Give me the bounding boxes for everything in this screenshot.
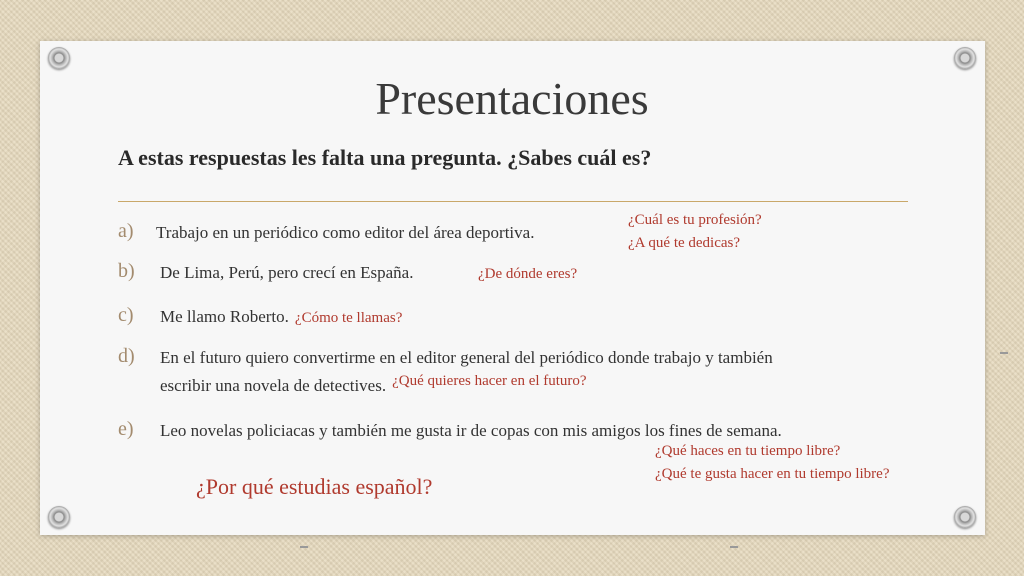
item-letter: d) <box>118 345 135 367</box>
suggested-question: ¿De dónde eres? <box>478 266 578 282</box>
item-answer-line1: En el futuro quiero convertirme en el editor general del periódico donde trabajo y también <box>160 348 773 367</box>
slide-title: Presentaciones <box>375 73 649 124</box>
item-answer-text: Me llamo Roberto. <box>160 307 289 326</box>
closing-question: ¿Por qué estudias español? <box>196 474 433 499</box>
suggested-question: ¿Cómo te llamas? <box>294 310 403 326</box>
suggested-question: ¿Cuál es tu profesión? <box>628 212 762 228</box>
suggested-question: ¿Qué haces en tu tiempo libre? <box>655 443 841 459</box>
item-letter: a) <box>118 220 134 242</box>
item-answer <box>160 304 402 331</box>
item-letter: e) <box>118 418 134 440</box>
item-answer <box>160 260 413 285</box>
item-letter: b) <box>118 260 135 282</box>
item-answer-text: escribir una novela de detectives. <box>160 376 387 395</box>
suggested-question: ¿Qué te gusta hacer en tu tiempo libre? <box>655 466 890 482</box>
item-answer: Trabajo en un periódico como editor del área deportiva. <box>156 223 535 242</box>
decorative-tick <box>730 546 738 548</box>
suggested-question: ¿A qué te dedicas? <box>628 235 741 251</box>
item-answer-line2 <box>160 373 587 400</box>
thumbtack-bottom-right-icon <box>954 506 976 528</box>
suggested-question: ¿Qué quieres hacer en el futuro? <box>392 373 587 389</box>
slide-subtitle: A estas respuestas les falta una pregunta. ¿Sabes cuál es? <box>118 145 652 170</box>
decorative-tick <box>1000 352 1008 354</box>
item-answer: Leo novelas policiacas y también me gusta ir de copas con mis amigos los fines de semana. <box>160 421 782 440</box>
item-answer-text: De Lima, Perú, pero crecí en España. <box>160 263 414 282</box>
thumbtack-top-left-icon <box>48 47 70 69</box>
decorative-tick <box>300 546 308 548</box>
divider <box>118 201 908 202</box>
thumbtack-bottom-left-icon <box>48 506 70 528</box>
item-letter: c) <box>118 304 134 326</box>
thumbtack-top-right-icon <box>954 47 976 69</box>
